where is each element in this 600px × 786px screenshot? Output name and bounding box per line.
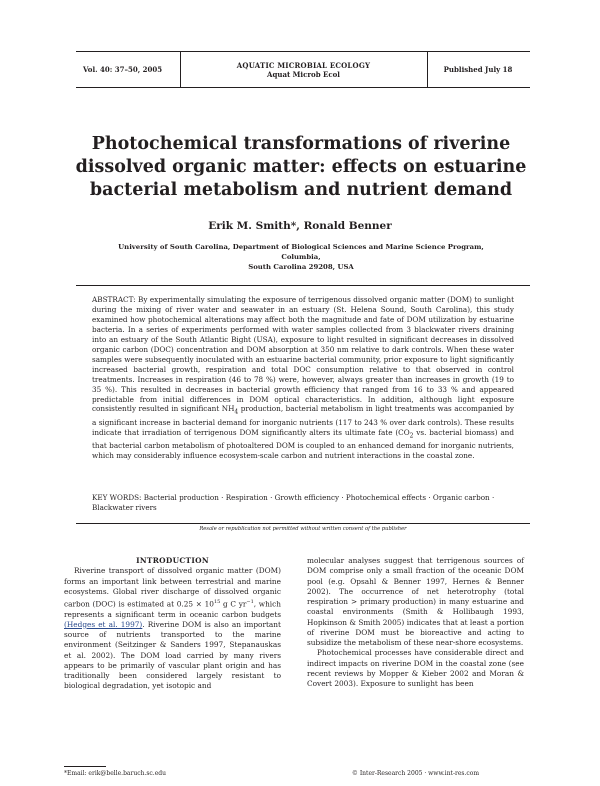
author-list: Erik M. Smith*, Ronald Benner: [208, 220, 392, 232]
published-date: Published July 18: [443, 65, 513, 74]
keywords-text: Bacterial production · Respiration · Growth efficiency · Photochemical effects · Organic carbon · Blackwater rivers: [92, 493, 495, 512]
subscript: 4: [234, 408, 239, 416]
paragraph: Photochemical processes have considerable direct and indirect impacts on riverine DOM in the coastal zone (see recent reviews by Mopper & Kieber 2002 and Moran & Covert 2003). Exposure to sunlight has been: [307, 648, 524, 688]
keywords-label: KEY WORDS:: [92, 493, 142, 502]
abstract-box: [76, 285, 530, 524]
abstract-label: ABSTRACT:: [92, 295, 136, 304]
text-run: g C yr: [220, 599, 247, 609]
affiliation: [110, 242, 492, 272]
superscript: 15: [213, 599, 221, 605]
text-run: . Riverine DOM is also an important source of nutrients transported to the marine environment (Seitzinger & Sanders 1997, Stepanauskas et al. 2002). The DOM load carried by many rivers appears to be primarily of vascular plant origin and has traditionally been considered largely resistant to biological degradation, yet isotopic and: [64, 619, 281, 691]
paragraph: [64, 566, 281, 691]
article-title: [40, 133, 562, 202]
affiliation-line: South Carolina 29208, USA: [248, 263, 354, 271]
section-heading: INTRODUCTION: [136, 556, 209, 565]
journal-name: AQUATIC MICROBIAL ECOLOGY: [236, 60, 371, 70]
affiliation-line: University of South Carolina, Department of Biological Sciences and Marine Science Program, Columbia,: [118, 243, 484, 261]
abstract-part: vs. bacterial biomass) and that bacterial carbon metabolism of photoaltered DOM is coupled to an enhanced demand for inorganic nutrients, which may considerably influence ecosystem-scale carbon and nutrient interactions in the coastal zone.: [92, 427, 514, 461]
journal-title-block: [181, 52, 426, 87]
superscript: −1: [246, 599, 254, 605]
footnote-email: *Email: erik@belle.baruch.sc.edu: [64, 770, 166, 777]
abstract-text: [92, 295, 514, 461]
copyright-line: © Inter-Research 2005 · www.int-res.com: [351, 770, 480, 777]
paragraph: molecular analyses suggest that terrigenous sources of DOM comprise only a small fraction of the oceanic DOM pool (e.g. Opsahl & Benner 1997, Hernes & Benner 2002). The occurrence of net heterotrophy (total respiration > primary production) in many estuarine and coastal environments (Smith & Hollibaugh 1993, Hopkinson & Smith 2005) indicates that at least a portion of riverine DOM must be bioreactive and acting to subsidize the metabolism of these near-shore ecosystems.: [307, 556, 524, 647]
title-line: bacterial metabolism and nutrient demand: [89, 180, 513, 200]
text-run: , which represents a significant term in oceanic carbon budgets: [64, 599, 281, 619]
journal-abbreviation: Aquat Microb Ecol: [267, 69, 340, 79]
text-run: Riverine transport of dissolved organic matter (DOM) forms an important link between terrestrial and marine ecosystems. Global river discharge of dissolved organic carbon (DOC) is estimated at 0.25 × 10: [64, 566, 281, 609]
title-line: Photochemical transformations of riverine: [91, 134, 511, 154]
abstract-part: By experimentally simulating the exposure of terrigenous dissolved organic matter (DOM) to sunlight during the mixing of river water and seawater in an estuary (St. Helena Sound, South Carolina), this study examined how photochemical alterations may affect both the magnitude and fate of DOM utilization by estuarine bacteria. In a series of experiments performed with water samples collected from 3 blackwater rivers draining into an estuary of the South Atlantic Bight (USA), exposure to light resulted in significant decreases in dissolved organic carbon (DOC) concentration and DOM absorption at 350 nm relative to dark controls. When these water samples were subsequently inoculated with an estuarine bacterial community, prior exposure to light significantly increased bacterial growth, respiration and total DOC consumption relative to that observed in control treatments. Increases in respiration (46 to 78 %) were, however, always greater than increases in growth (19 to 35 %). This resulted in decreases in bacterial growth efficiency that ranged from 16 to 33 % and appeared predictable from initial differences in DOM optical characteristics. In addition, although light exposure consistently resulted in significant NH: [92, 295, 514, 414]
left-column: [64, 556, 281, 692]
footnote-rule: [64, 766, 106, 767]
subscript: 2: [409, 432, 414, 440]
journal-header: [76, 51, 530, 88]
keywords: [92, 493, 514, 513]
title-line: dissolved organic matter: effects on estuarine: [75, 157, 527, 177]
abstract-part: production, bacterial metabolism in light treatments was accompanied by a significant increase in bacterial demand for inorganic nutrients (117 to 243 % over dark controls). These results indicate that irradiation of terrigenous DOM significantly alters its ultimate fate (CO: [92, 404, 514, 437]
right-column: [307, 556, 524, 689]
republication-notice: Resale or republication not permitted without written consent of the publisher: [199, 526, 407, 532]
citation-link[interactable]: (Hedges et al. 1997): [64, 619, 143, 629]
volume-info: Vol. 40: 37–50, 2005: [83, 65, 163, 74]
